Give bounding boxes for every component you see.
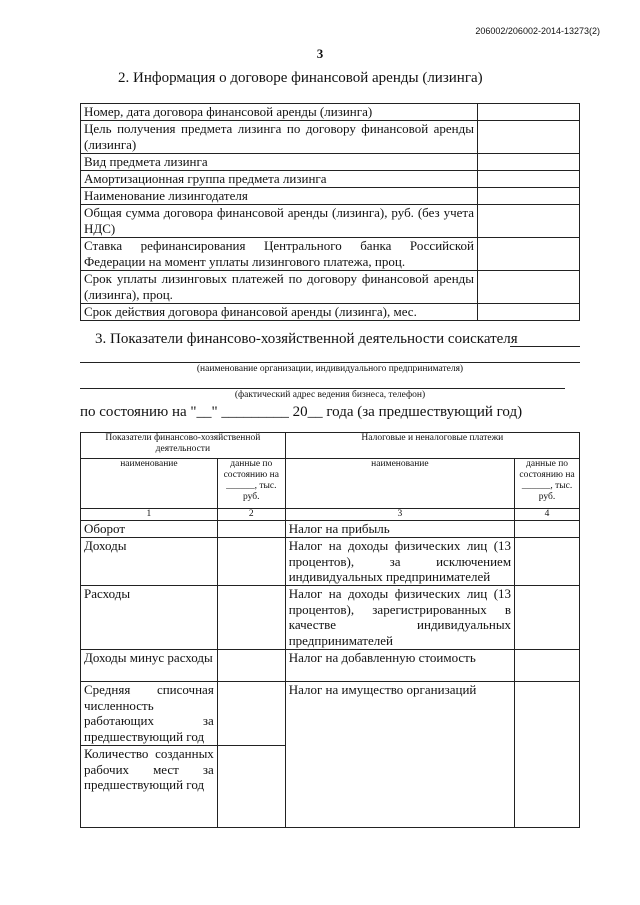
leasing-row-label: Срок действия договора финансовой аренды (лизинга), мес.	[81, 304, 478, 321]
leasing-row-label: Амортизационная группа предмета лизинга	[81, 171, 478, 188]
group-header-indicators: Показатели финансово-хозяйственной деятельности	[81, 433, 286, 459]
tax-value-cell[interactable]	[515, 521, 580, 538]
financial-indicators-table	[80, 432, 580, 828]
indicator-value-cell[interactable]	[217, 521, 285, 538]
indicator-label: Доходы минус расходы	[81, 650, 218, 682]
page-number: 3	[316, 46, 324, 61]
address-caption: (фактический адрес ведения бизнеса, телефон)	[234, 390, 426, 400]
col-number: 1	[81, 509, 218, 521]
leasing-row-label: Цель получения предмета лизинга по договору финансовой аренды (лизинга)	[81, 121, 478, 154]
tax-value-cell[interactable]	[515, 586, 580, 650]
section2-title: 2. Информация о договоре финансовой аренды (лизинга)	[118, 70, 483, 86]
leasing-value-cell[interactable]	[478, 205, 580, 238]
col-header-data: данные по состоянию на ______, тыс. руб.	[515, 459, 580, 509]
col-number: 3	[285, 509, 514, 521]
leasing-row-label: Номер, дата договора финансовой аренды (лизинга)	[81, 104, 478, 121]
leasing-value-cell[interactable]	[478, 121, 580, 154]
address-line[interactable]	[80, 388, 565, 389]
col-number: 2	[217, 509, 285, 521]
tax-label: Налог на доходы физических лиц (13 процентов), за исключением индивидуальных предпринимателей	[285, 538, 514, 586]
leasing-row-label: Ставка рефинансирования Центрального банка Российской Федерации на момент уплаты лизингового платежа, проц.	[81, 238, 478, 271]
leasing-row-label: Срок уплаты лизинговых платежей по договору финансовой аренды (лизинга), проц.	[81, 271, 478, 304]
org-name-line[interactable]	[80, 362, 580, 363]
col-header-name: наименование	[285, 459, 514, 509]
tax-label: Налог на прибыль	[285, 521, 514, 538]
leasing-value-cell[interactable]	[478, 304, 580, 321]
leasing-row-label: Наименование лизингодателя	[81, 188, 478, 205]
indicator-label: Средняя списочная численность работающих за предшествующий год	[81, 682, 218, 746]
indicator-value-cell[interactable]	[217, 538, 285, 586]
tax-value-cell[interactable]	[515, 682, 580, 828]
tax-value-cell[interactable]	[515, 650, 580, 682]
tax-value-cell[interactable]	[515, 538, 580, 586]
indicator-label: Доходы	[81, 538, 218, 586]
col-header-data: данные по состоянию на ______, тыс. руб.	[217, 459, 285, 509]
col-header-name: наименование	[81, 459, 218, 509]
applicant-name-line-end[interactable]	[510, 346, 580, 347]
leasing-value-cell[interactable]	[478, 271, 580, 304]
leasing-value-cell[interactable]	[478, 188, 580, 205]
leasing-value-cell[interactable]	[478, 104, 580, 121]
leasing-value-cell[interactable]	[478, 238, 580, 271]
indicator-value-cell[interactable]	[217, 650, 285, 682]
document-id: 206002/206002-2014-13273(2)	[475, 26, 600, 36]
leasing-row-label: Общая сумма договора финансовой аренды (лизинга), руб. (без учета НДС)	[81, 205, 478, 238]
leasing-value-cell[interactable]	[478, 154, 580, 171]
leasing-value-cell[interactable]	[478, 171, 580, 188]
group-header-payments: Налоговые и неналоговые платежи	[285, 433, 579, 459]
as-of-date-line: по состоянию на "__" _________ 20__ года (за предшествующий год)	[80, 404, 523, 420]
tax-label: Налог на доходы физических лиц (13 процентов), зарегистрированных в качестве индивидуальных предпринимателей	[285, 586, 514, 650]
org-name-caption: (наименование организации, индивидуального предпринимателя)	[196, 364, 464, 374]
indicator-label: Оборот	[81, 521, 218, 538]
indicator-label: Количество созданных рабочих мест за предшествующий год	[81, 746, 218, 828]
leasing-info-table	[80, 103, 580, 321]
section3-title: 3. Показатели финансово-хозяйственной деятельности соискателя	[95, 331, 518, 347]
indicator-value-cell[interactable]	[217, 586, 285, 650]
leasing-row-label: Вид предмета лизинга	[81, 154, 478, 171]
col-number: 4	[515, 509, 580, 521]
tax-label: Налог на имущество организаций	[285, 682, 514, 828]
tax-label: Налог на добавленную стоимость	[285, 650, 514, 682]
indicator-label: Расходы	[81, 586, 218, 650]
indicator-value-cell[interactable]	[217, 746, 285, 828]
indicator-value-cell[interactable]	[217, 682, 285, 746]
